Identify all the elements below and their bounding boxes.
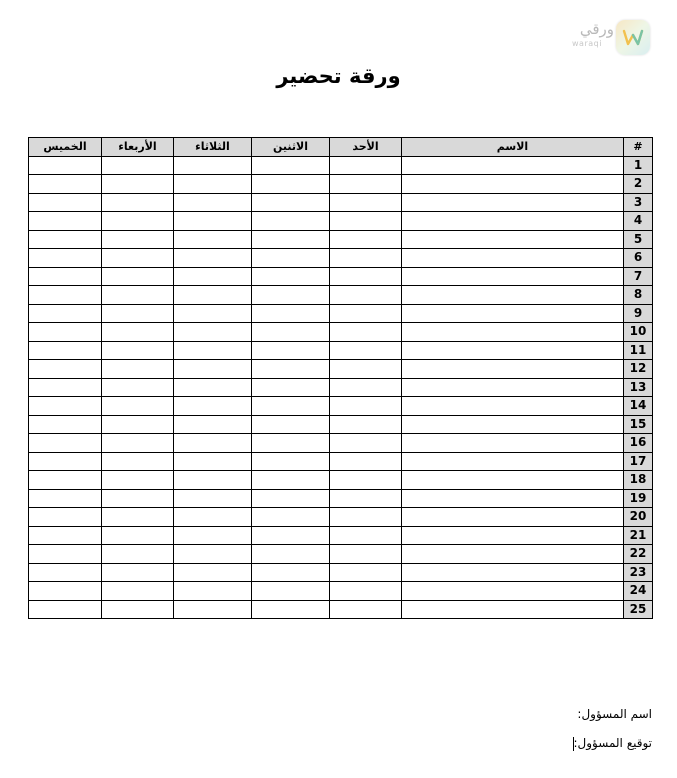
name-cell[interactable] xyxy=(402,434,624,453)
name-cell[interactable] xyxy=(402,286,624,305)
tuesday-cell[interactable] xyxy=(174,175,252,194)
sunday-cell[interactable] xyxy=(330,286,402,305)
tuesday-cell[interactable] xyxy=(174,508,252,527)
sunday-cell[interactable] xyxy=(330,341,402,360)
table-row xyxy=(29,471,653,490)
tuesday-cell[interactable] xyxy=(174,526,252,545)
monday-cell[interactable] xyxy=(252,193,330,212)
row-number: 21 xyxy=(624,526,653,545)
name-cell[interactable] xyxy=(402,526,624,545)
monday-cell[interactable] xyxy=(252,563,330,582)
tuesday-cell[interactable] xyxy=(174,230,252,249)
monday-cell[interactable] xyxy=(252,267,330,286)
wednesday-cell[interactable] xyxy=(102,360,174,379)
header-thursday: الخميس xyxy=(29,138,102,157)
monday-cell[interactable] xyxy=(252,434,330,453)
wednesday-cell[interactable] xyxy=(102,323,174,342)
monday-cell[interactable] xyxy=(252,378,330,397)
thursday-cell[interactable] xyxy=(29,378,102,397)
row-number: 16 xyxy=(624,434,653,453)
sunday-cell[interactable] xyxy=(330,156,402,175)
monday-cell[interactable] xyxy=(252,212,330,231)
row-number: 11 xyxy=(624,341,653,360)
thursday-cell[interactable] xyxy=(29,341,102,360)
monday-cell[interactable] xyxy=(252,360,330,379)
name-cell[interactable] xyxy=(402,156,624,175)
logo-text: ورقي xyxy=(579,20,614,38)
wednesday-cell[interactable] xyxy=(102,286,174,305)
wednesday-cell[interactable] xyxy=(102,212,174,231)
row-number: 13 xyxy=(624,378,653,397)
header-number: # xyxy=(624,138,653,157)
name-cell[interactable] xyxy=(402,563,624,582)
tuesday-cell[interactable] xyxy=(174,304,252,323)
table-row xyxy=(29,286,653,305)
table-body xyxy=(29,156,653,619)
wednesday-cell[interactable] xyxy=(102,341,174,360)
sunday-cell[interactable] xyxy=(330,471,402,490)
name-cell[interactable] xyxy=(402,378,624,397)
name-cell[interactable] xyxy=(402,415,624,434)
row-number: 25 xyxy=(624,600,653,619)
table-row xyxy=(29,434,653,453)
row-number: 10 xyxy=(624,323,653,342)
sunday-cell[interactable] xyxy=(330,397,402,416)
tuesday-cell[interactable] xyxy=(174,286,252,305)
table-row xyxy=(29,508,653,527)
table-row xyxy=(29,230,653,249)
thursday-cell[interactable] xyxy=(29,230,102,249)
name-cell[interactable] xyxy=(402,582,624,601)
row-number: 24 xyxy=(624,582,653,601)
sunday-cell[interactable] xyxy=(330,267,402,286)
tuesday-cell[interactable] xyxy=(174,212,252,231)
thursday-cell[interactable] xyxy=(29,489,102,508)
header-sunday: الأحد xyxy=(330,138,402,157)
table-row xyxy=(29,526,653,545)
monday-cell[interactable] xyxy=(252,156,330,175)
thursday-cell[interactable] xyxy=(29,545,102,564)
wednesday-cell[interactable] xyxy=(102,230,174,249)
header-name: الاسم xyxy=(402,138,624,157)
thursday-cell[interactable] xyxy=(29,397,102,416)
tuesday-cell[interactable] xyxy=(174,600,252,619)
table-row xyxy=(29,582,653,601)
monday-cell[interactable] xyxy=(252,489,330,508)
tuesday-cell[interactable] xyxy=(174,434,252,453)
name-cell[interactable] xyxy=(402,508,624,527)
sunday-cell[interactable] xyxy=(330,545,402,564)
thursday-cell[interactable] xyxy=(29,452,102,471)
name-cell[interactable] xyxy=(402,397,624,416)
sunday-cell[interactable] xyxy=(330,600,402,619)
tuesday-cell[interactable] xyxy=(174,452,252,471)
monday-cell[interactable] xyxy=(252,397,330,416)
wednesday-cell[interactable] xyxy=(102,304,174,323)
thursday-cell[interactable] xyxy=(29,304,102,323)
row-number: 15 xyxy=(624,415,653,434)
row-number: 3 xyxy=(624,193,653,212)
monday-cell[interactable] xyxy=(252,452,330,471)
name-cell[interactable] xyxy=(402,249,624,268)
table-row xyxy=(29,267,653,286)
sunday-cell[interactable] xyxy=(330,193,402,212)
tuesday-cell[interactable] xyxy=(174,267,252,286)
thursday-cell[interactable] xyxy=(29,582,102,601)
row-number: 12 xyxy=(624,360,653,379)
name-cell[interactable] xyxy=(402,323,624,342)
tuesday-cell[interactable] xyxy=(174,582,252,601)
sunday-cell[interactable] xyxy=(330,249,402,268)
logo-w-icon xyxy=(616,20,650,55)
wednesday-cell[interactable] xyxy=(102,249,174,268)
thursday-cell[interactable] xyxy=(29,156,102,175)
sunday-cell[interactable] xyxy=(330,323,402,342)
monday-cell[interactable] xyxy=(252,600,330,619)
monday-cell[interactable] xyxy=(252,230,330,249)
wednesday-cell[interactable] xyxy=(102,489,174,508)
row-number: 23 xyxy=(624,563,653,582)
wednesday-cell[interactable] xyxy=(102,378,174,397)
wednesday-cell[interactable] xyxy=(102,452,174,471)
table-row xyxy=(29,304,653,323)
table-row xyxy=(29,563,653,582)
table-row xyxy=(29,360,653,379)
row-number: 9 xyxy=(624,304,653,323)
responsible-signature-label: توقيع المسؤول: xyxy=(573,736,652,750)
table-row xyxy=(29,489,653,508)
wednesday-cell[interactable] xyxy=(102,526,174,545)
wednesday-cell[interactable] xyxy=(102,508,174,527)
sunday-cell[interactable] xyxy=(330,304,402,323)
name-cell[interactable] xyxy=(402,304,624,323)
row-number: 6 xyxy=(624,249,653,268)
row-number: 8 xyxy=(624,286,653,305)
table-row xyxy=(29,378,653,397)
header-tuesday: الثلاثاء xyxy=(174,138,252,157)
tuesday-cell[interactable] xyxy=(174,378,252,397)
row-number: 22 xyxy=(624,545,653,564)
table-row xyxy=(29,600,653,619)
name-cell[interactable] xyxy=(402,267,624,286)
sunday-cell[interactable] xyxy=(330,415,402,434)
thursday-cell[interactable] xyxy=(29,563,102,582)
monday-cell[interactable] xyxy=(252,341,330,360)
thursday-cell[interactable] xyxy=(29,360,102,379)
thursday-cell[interactable] xyxy=(29,471,102,490)
name-cell[interactable] xyxy=(402,489,624,508)
tuesday-cell[interactable] xyxy=(174,545,252,564)
wednesday-cell[interactable] xyxy=(102,267,174,286)
attendance-table xyxy=(28,137,653,619)
name-cell[interactable] xyxy=(402,360,624,379)
thursday-cell[interactable] xyxy=(29,286,102,305)
tuesday-cell[interactable] xyxy=(174,471,252,490)
sunday-cell[interactable] xyxy=(330,360,402,379)
name-cell[interactable] xyxy=(402,452,624,471)
name-cell[interactable] xyxy=(402,230,624,249)
monday-cell[interactable] xyxy=(252,508,330,527)
sunday-cell[interactable] xyxy=(330,508,402,527)
table-row xyxy=(29,156,653,175)
name-cell[interactable] xyxy=(402,341,624,360)
sunday-cell[interactable] xyxy=(330,378,402,397)
monday-cell[interactable] xyxy=(252,582,330,601)
tuesday-cell[interactable] xyxy=(174,360,252,379)
monday-cell[interactable] xyxy=(252,249,330,268)
sunday-cell[interactable] xyxy=(330,230,402,249)
monday-cell[interactable] xyxy=(252,323,330,342)
monday-cell[interactable] xyxy=(252,471,330,490)
monday-cell[interactable] xyxy=(252,526,330,545)
tuesday-cell[interactable] xyxy=(174,323,252,342)
wednesday-cell[interactable] xyxy=(102,563,174,582)
wednesday-cell[interactable] xyxy=(102,156,174,175)
name-cell[interactable] xyxy=(402,600,624,619)
table-row xyxy=(29,545,653,564)
wednesday-cell[interactable] xyxy=(102,600,174,619)
table-row xyxy=(29,397,653,416)
thursday-cell[interactable] xyxy=(29,249,102,268)
sunday-cell[interactable] xyxy=(330,526,402,545)
header-monday: الاثنين xyxy=(252,138,330,157)
thursday-cell[interactable] xyxy=(29,434,102,453)
tuesday-cell[interactable] xyxy=(174,156,252,175)
page-title: ورقة تحضير xyxy=(276,64,401,88)
thursday-cell[interactable] xyxy=(29,600,102,619)
row-number: 20 xyxy=(624,508,653,527)
table-row xyxy=(29,193,653,212)
wednesday-cell[interactable] xyxy=(102,582,174,601)
table-row xyxy=(29,452,653,471)
thursday-cell[interactable] xyxy=(29,193,102,212)
sunday-cell[interactable] xyxy=(330,212,402,231)
thursday-cell[interactable] xyxy=(29,415,102,434)
row-number: 18 xyxy=(624,471,653,490)
name-cell[interactable] xyxy=(402,193,624,212)
sunday-cell[interactable] xyxy=(330,489,402,508)
sunday-cell[interactable] xyxy=(330,452,402,471)
row-number: 14 xyxy=(624,397,653,416)
tuesday-cell[interactable] xyxy=(174,341,252,360)
wednesday-cell[interactable] xyxy=(102,471,174,490)
sunday-cell[interactable] xyxy=(330,434,402,453)
responsible-signature-line xyxy=(572,736,653,751)
table-row xyxy=(29,341,653,360)
logo-latin-text: waraqi xyxy=(572,39,602,48)
tuesday-cell[interactable] xyxy=(174,397,252,416)
row-number: 7 xyxy=(624,267,653,286)
thursday-cell[interactable] xyxy=(29,508,102,527)
row-number: 1 xyxy=(624,156,653,175)
row-number: 19 xyxy=(624,489,653,508)
responsible-name-label: اسم المسؤول: xyxy=(577,707,652,721)
sunday-cell[interactable] xyxy=(330,582,402,601)
name-cell[interactable] xyxy=(402,471,624,490)
wednesday-cell[interactable] xyxy=(102,175,174,194)
tuesday-cell[interactable] xyxy=(174,193,252,212)
wednesday-cell[interactable] xyxy=(102,545,174,564)
thursday-cell[interactable] xyxy=(29,175,102,194)
row-number: 4 xyxy=(624,212,653,231)
sunday-cell[interactable] xyxy=(330,563,402,582)
monday-cell[interactable] xyxy=(252,286,330,305)
table-row xyxy=(29,323,653,342)
monday-cell[interactable] xyxy=(252,545,330,564)
table-row xyxy=(29,415,653,434)
tuesday-cell[interactable] xyxy=(174,415,252,434)
tuesday-cell[interactable] xyxy=(174,563,252,582)
sunday-cell[interactable] xyxy=(330,175,402,194)
row-number: 17 xyxy=(624,452,653,471)
wednesday-cell[interactable] xyxy=(102,434,174,453)
tuesday-cell[interactable] xyxy=(174,489,252,508)
table-row xyxy=(29,249,653,268)
row-number: 5 xyxy=(624,230,653,249)
name-cell[interactable] xyxy=(402,212,624,231)
monday-cell[interactable] xyxy=(252,415,330,434)
wednesday-cell[interactable] xyxy=(102,415,174,434)
thursday-cell[interactable] xyxy=(29,526,102,545)
name-cell[interactable] xyxy=(402,175,624,194)
table-row xyxy=(29,175,653,194)
table-row xyxy=(29,212,653,231)
monday-cell[interactable] xyxy=(252,175,330,194)
header-wednesday: الأربعاء xyxy=(102,138,174,157)
thursday-cell[interactable] xyxy=(29,323,102,342)
row-number: 2 xyxy=(624,175,653,194)
tuesday-cell[interactable] xyxy=(174,249,252,268)
monday-cell[interactable] xyxy=(252,304,330,323)
waraqi-logo xyxy=(570,20,652,58)
table-header-row xyxy=(29,138,653,157)
wednesday-cell[interactable] xyxy=(102,193,174,212)
thursday-cell[interactable] xyxy=(29,212,102,231)
thursday-cell[interactable] xyxy=(29,267,102,286)
name-cell[interactable] xyxy=(402,545,624,564)
wednesday-cell[interactable] xyxy=(102,397,174,416)
